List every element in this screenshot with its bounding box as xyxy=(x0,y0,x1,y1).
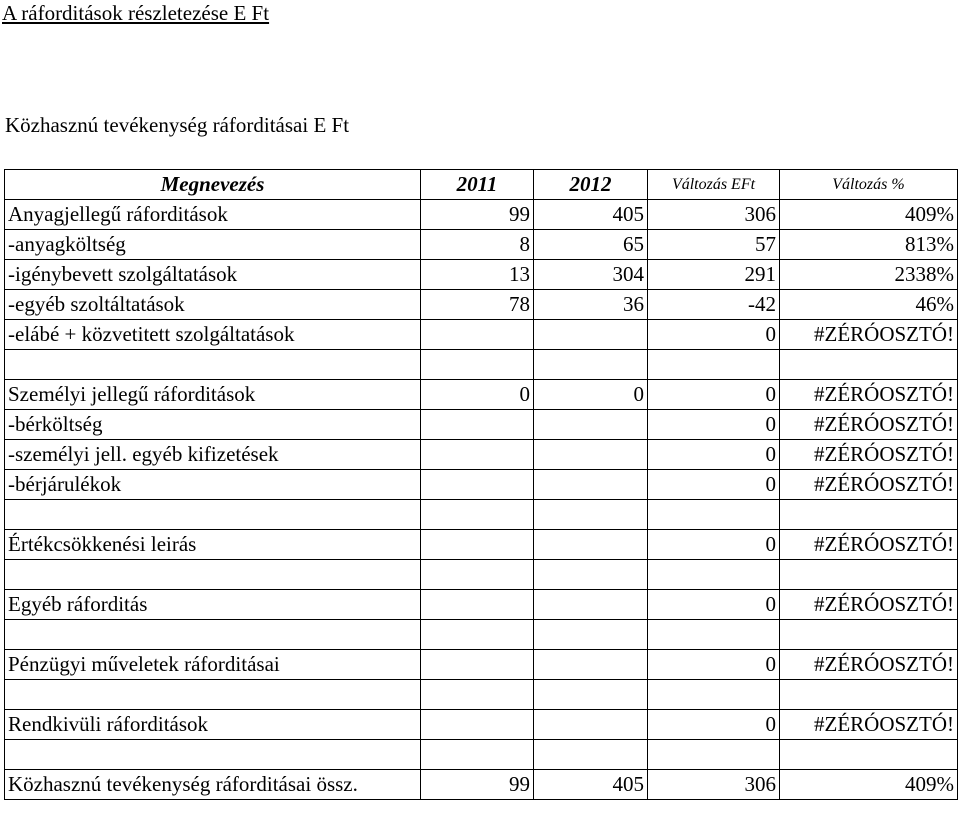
row-label-cell: -elábé + közvetitett szolgáltatások xyxy=(5,320,421,350)
value-2011-cell: 99 xyxy=(421,770,534,800)
row-label-cell: Közhasznú tevékenység ráforditásai össz. xyxy=(5,770,421,800)
change-eft-cell xyxy=(648,680,780,710)
table-row xyxy=(5,560,958,590)
value-2012-cell xyxy=(534,350,648,380)
row-label-cell xyxy=(5,620,421,650)
row-label-cell: Értékcsökkenési leirás xyxy=(5,530,421,560)
change-pct-cell: 813% xyxy=(780,230,958,260)
value-2012-cell xyxy=(534,470,648,500)
row-label-cell: Személyi jellegű ráforditások xyxy=(5,380,421,410)
table-row xyxy=(5,650,958,680)
change-pct-cell: #ZÉRÓOSZTÓ! xyxy=(780,380,958,410)
value-2012-cell xyxy=(534,410,648,440)
row-label-cell: Rendkivüli ráforditások xyxy=(5,710,421,740)
table-row xyxy=(5,770,958,800)
table-row xyxy=(5,290,958,320)
row-label-cell: Pénzügyi műveletek ráforditásai xyxy=(5,650,421,680)
table-row xyxy=(5,590,958,620)
value-2012-cell xyxy=(534,590,648,620)
change-pct-cell: #ZÉRÓOSZTÓ! xyxy=(780,710,958,740)
page-title: A ráforditások részletezése E Ft xyxy=(2,1,270,25)
section-title: Közhasznú tevékenység ráforditásai E Ft xyxy=(5,113,350,137)
change-pct-cell xyxy=(780,500,958,530)
change-eft-cell: 0 xyxy=(648,320,780,350)
change-eft-cell: 0 xyxy=(648,410,780,440)
value-2012-cell: 405 xyxy=(534,770,648,800)
table-row xyxy=(5,230,958,260)
table-row xyxy=(5,530,958,560)
row-label-cell xyxy=(5,740,421,770)
change-eft-cell: 0 xyxy=(648,590,780,620)
change-pct-cell: 46% xyxy=(780,290,958,320)
table-row xyxy=(5,680,958,710)
change-pct-cell: #ZÉRÓOSZTÓ! xyxy=(780,470,958,500)
change-eft-cell: 306 xyxy=(648,770,780,800)
value-2011-cell xyxy=(421,680,534,710)
change-eft-cell: 0 xyxy=(648,650,780,680)
table-row xyxy=(5,470,958,500)
table-row xyxy=(5,350,958,380)
value-2011-cell: 13 xyxy=(421,260,534,290)
value-2012-cell xyxy=(534,650,648,680)
change-pct-cell xyxy=(780,740,958,770)
table-row xyxy=(5,500,958,530)
value-2012-cell xyxy=(534,500,648,530)
change-eft-cell xyxy=(648,500,780,530)
header-2012: 2012 xyxy=(534,170,648,200)
value-2011-cell xyxy=(421,590,534,620)
row-label-cell xyxy=(5,560,421,590)
row-label-cell: -igénybevett szolgáltatások xyxy=(5,260,421,290)
change-pct-cell: #ZÉRÓOSZTÓ! xyxy=(780,410,958,440)
row-label-cell: -bérköltség xyxy=(5,410,421,440)
value-2011-cell xyxy=(421,530,534,560)
change-eft-cell xyxy=(648,350,780,380)
value-2011-cell xyxy=(421,410,534,440)
header-change-pct: Változás % xyxy=(780,170,958,200)
table-row xyxy=(5,440,958,470)
change-eft-cell: 0 xyxy=(648,380,780,410)
header-name: Megnevezés xyxy=(5,170,421,200)
value-2011-cell xyxy=(421,500,534,530)
table-row xyxy=(5,260,958,290)
value-2012-cell xyxy=(534,710,648,740)
value-2011-cell xyxy=(421,560,534,590)
value-2012-cell xyxy=(534,620,648,650)
table-row xyxy=(5,320,958,350)
value-2012-cell xyxy=(534,440,648,470)
value-2011-cell xyxy=(421,320,534,350)
row-label-cell xyxy=(5,680,421,710)
change-eft-cell: 0 xyxy=(648,470,780,500)
row-label-cell: -anyagköltség xyxy=(5,230,421,260)
value-2012-cell xyxy=(534,530,648,560)
change-pct-cell: #ZÉRÓOSZTÓ! xyxy=(780,530,958,560)
table-row xyxy=(5,620,958,650)
change-eft-cell xyxy=(648,560,780,590)
value-2012-cell: 65 xyxy=(534,230,648,260)
change-pct-cell xyxy=(780,680,958,710)
value-2012-cell: 36 xyxy=(534,290,648,320)
change-eft-cell xyxy=(648,620,780,650)
change-eft-cell xyxy=(648,740,780,770)
row-label-cell: Anyagjellegű ráforditások xyxy=(5,200,421,230)
row-label-cell: -egyéb szoltáltatások xyxy=(5,290,421,320)
header-change-eft: Változás EFt xyxy=(648,170,780,200)
value-2011-cell xyxy=(421,440,534,470)
change-pct-cell xyxy=(780,560,958,590)
change-pct-cell: 409% xyxy=(780,770,958,800)
value-2011-cell xyxy=(421,710,534,740)
value-2012-cell xyxy=(534,680,648,710)
value-2011-cell: 8 xyxy=(421,230,534,260)
value-2011-cell: 78 xyxy=(421,290,534,320)
table-row xyxy=(5,410,958,440)
value-2011-cell xyxy=(421,740,534,770)
value-2011-cell: 0 xyxy=(421,380,534,410)
change-pct-cell xyxy=(780,350,958,380)
value-2012-cell xyxy=(534,320,648,350)
change-pct-cell: #ZÉRÓOSZTÓ! xyxy=(780,650,958,680)
value-2011-cell xyxy=(421,650,534,680)
table-row xyxy=(5,380,958,410)
value-2012-cell xyxy=(534,740,648,770)
change-pct-cell xyxy=(780,620,958,650)
change-eft-cell: -42 xyxy=(648,290,780,320)
change-eft-cell: 0 xyxy=(648,530,780,560)
row-label-cell xyxy=(5,350,421,380)
row-label-cell: Egyéb ráforditás xyxy=(5,590,421,620)
table-row xyxy=(5,740,958,770)
expense-table xyxy=(4,169,958,800)
change-eft-cell: 0 xyxy=(648,440,780,470)
value-2012-cell: 405 xyxy=(534,200,648,230)
change-eft-cell: 0 xyxy=(648,710,780,740)
row-label-cell xyxy=(5,500,421,530)
header-2011: 2011 xyxy=(421,170,534,200)
value-2012-cell: 0 xyxy=(534,380,648,410)
change-pct-cell: #ZÉRÓOSZTÓ! xyxy=(780,320,958,350)
table-row xyxy=(5,200,958,230)
value-2011-cell xyxy=(421,470,534,500)
change-pct-cell: #ZÉRÓOSZTÓ! xyxy=(780,440,958,470)
row-label-cell: -személyi jell. egyéb kifizetések xyxy=(5,440,421,470)
table-row xyxy=(5,710,958,740)
value-2011-cell: 99 xyxy=(421,200,534,230)
change-pct-cell: 409% xyxy=(780,200,958,230)
value-2012-cell xyxy=(534,560,648,590)
change-eft-cell: 57 xyxy=(648,230,780,260)
change-pct-cell: 2338% xyxy=(780,260,958,290)
change-eft-cell: 291 xyxy=(648,260,780,290)
value-2012-cell: 304 xyxy=(534,260,648,290)
change-eft-cell: 306 xyxy=(648,200,780,230)
table-header-row xyxy=(5,170,958,200)
value-2011-cell xyxy=(421,350,534,380)
value-2011-cell xyxy=(421,620,534,650)
change-pct-cell: #ZÉRÓOSZTÓ! xyxy=(780,590,958,620)
row-label-cell: -bérjárulékok xyxy=(5,470,421,500)
